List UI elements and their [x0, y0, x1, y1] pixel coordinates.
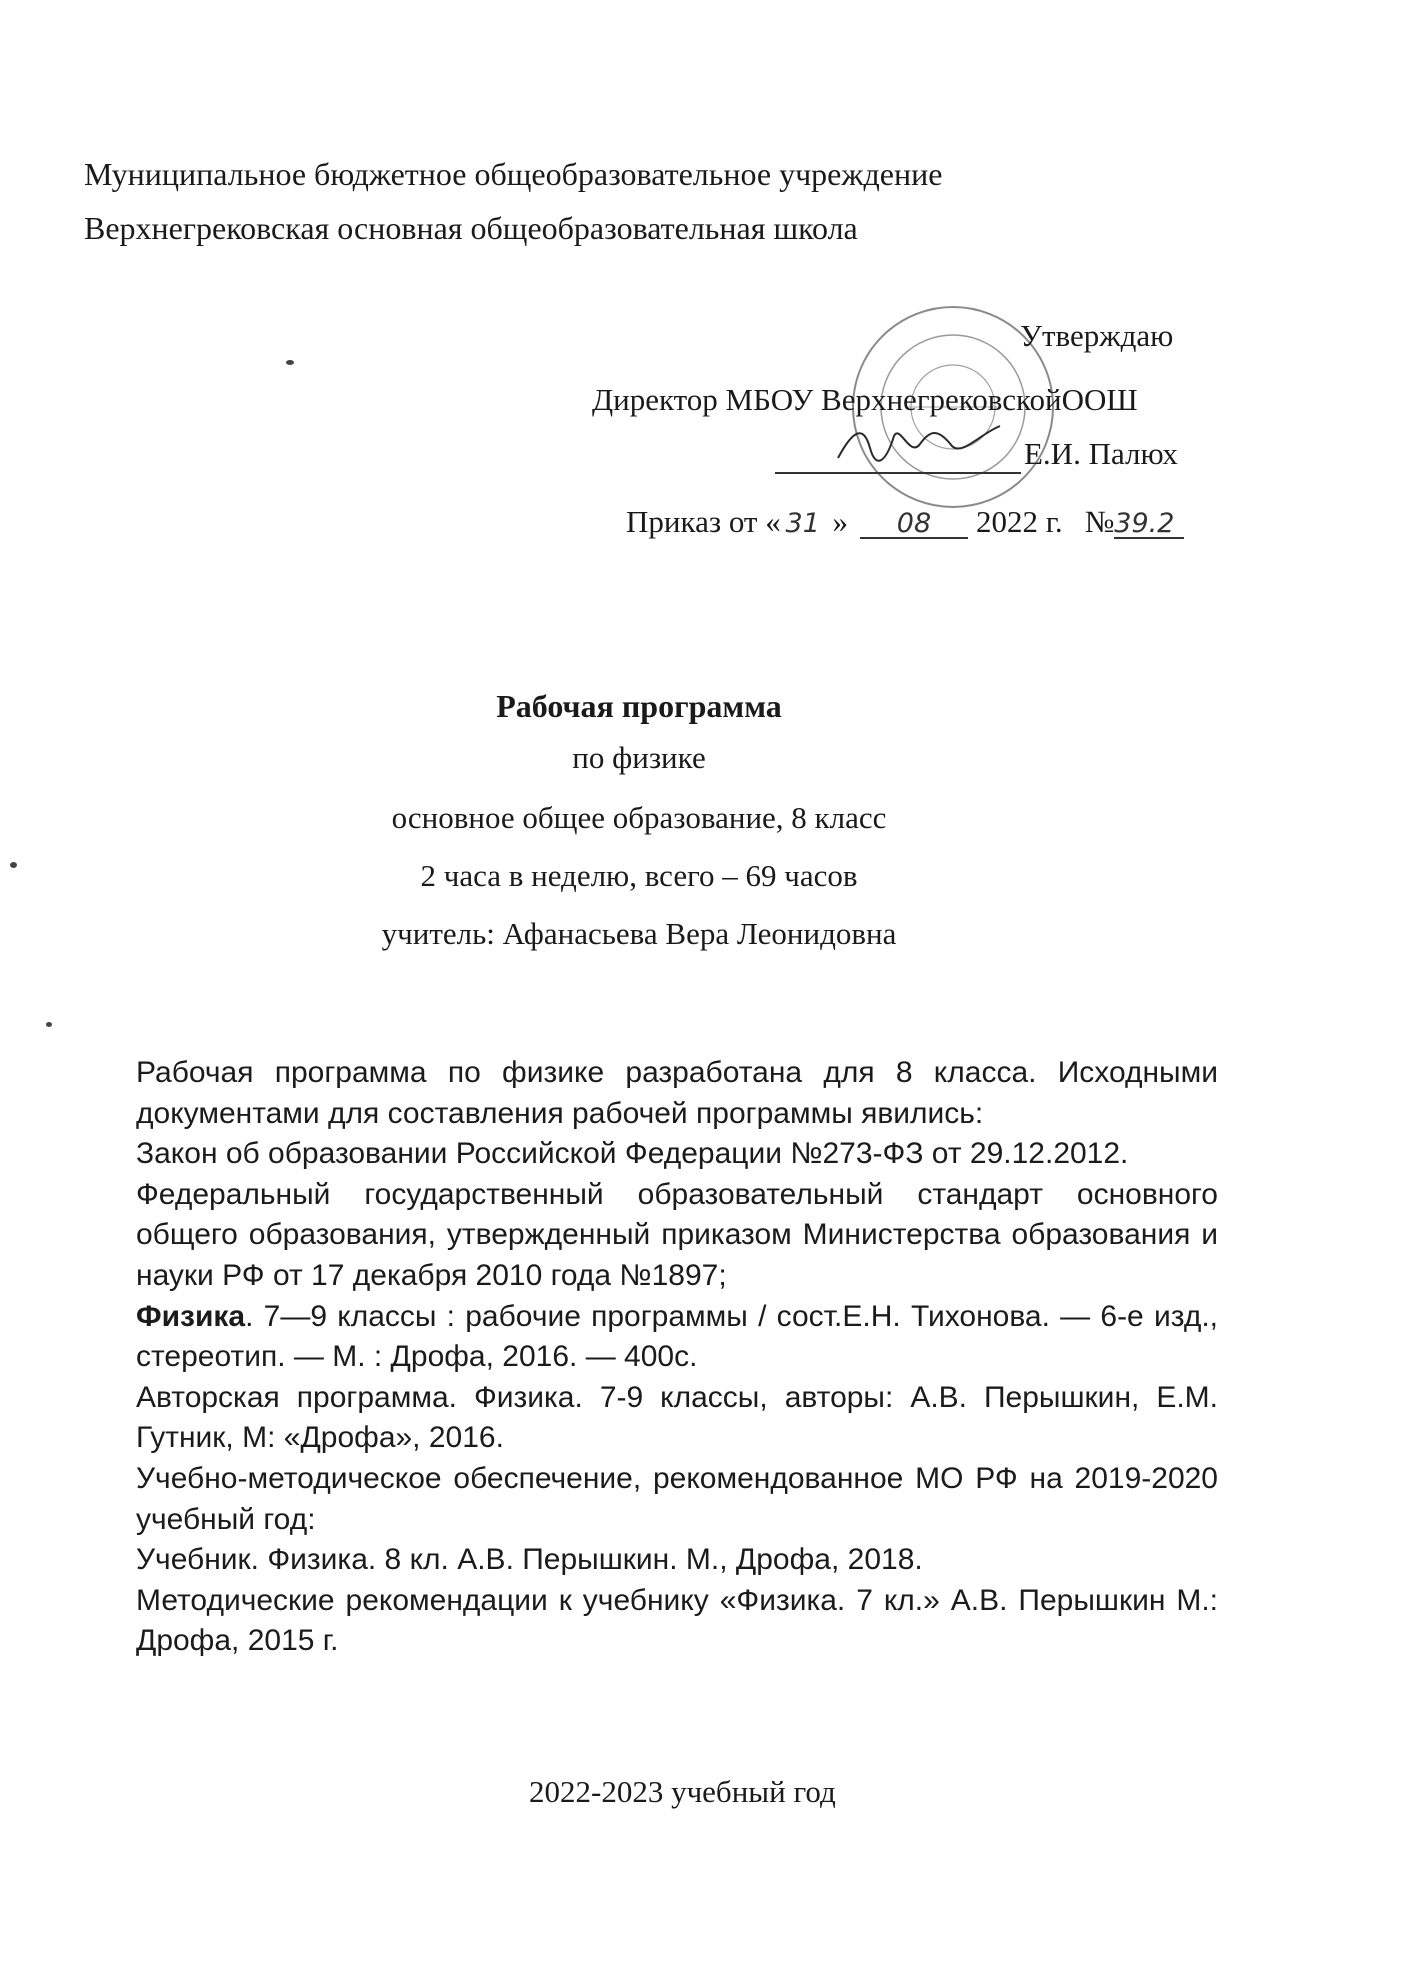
order-mid: » — [824, 504, 848, 539]
academic-year: 2022-2023 учебный год — [529, 1774, 836, 1809]
order-year: 2022 г. — [975, 504, 1063, 539]
order-prefix: Приказ от « — [626, 504, 781, 539]
program-description — [136, 1053, 1218, 1662]
scan-speck — [46, 1022, 52, 1027]
physics-rest: . 7—9 классы : рабочие программы / сост.Е.Н. Тихонова. — 6-е изд., стереотип. — М. : Дрофа, 2016. — 400с. — [136, 1299, 1218, 1374]
order-number-label: № — [1084, 504, 1115, 539]
methodical-support: Учебно-методическое обеспечение, рекомендованное МО РФ на 2019-2020 учебный год: — [136, 1461, 1218, 1536]
textbook-reference: Учебник. Физика. 8 кл. А.В. Перышкин. М., Дрофа, 2018. — [136, 1543, 923, 1577]
institution-line-2: Верхнегрековская основная общеобразовательная школа — [84, 210, 858, 246]
program-title: Рабочая программа — [496, 688, 782, 724]
director-title: Директор МБОУ ВерхнегрековскойООШ — [592, 382, 1138, 417]
director-name: Е.И. Палюх — [1024, 436, 1178, 471]
signature-line — [775, 446, 1021, 474]
approve-label: Утверждаю — [1020, 318, 1174, 353]
order-line — [626, 506, 1184, 539]
program-teacher: учитель: Афанасьева Вера Леонидовна — [381, 916, 897, 951]
recommendations-reference: Методические рекомендации к учебнику «Физика. 7 кл.» А.В. Перышкин М.: Дрофа, 2015 г. — [136, 1583, 1218, 1658]
program-level: основное общее образование, 8 класс — [391, 800, 887, 835]
author-program-reference: Авторская программа. Физика. 7-9 классы, авторы: А.В. Перышкин, Е.М. Гутник, М: «Дрофа», 2016. — [136, 1380, 1218, 1455]
program-hours: 2 часа в неделю, всего – 69 часов — [420, 858, 858, 893]
physics-reference — [136, 1297, 1218, 1378]
scan-speck — [286, 360, 294, 365]
law-reference: Закон об образовании Российской Федерации №273-ФЗ от 29.12.2012. — [136, 1137, 1129, 1171]
institution-line-1: Муниципальное бюджетное общеобразовательное учреждение — [84, 156, 943, 192]
physics-bold: Физика — [136, 1299, 246, 1333]
intro-paragraph: Рабочая программа по физике разработана для 8 класса. Исходными документами для составления рабочей программы явились: — [136, 1056, 1218, 1130]
standard-reference: Федеральный государственный образовательный стандарт основного общего образования, утвержденный приказом Министерства образования и науки РФ от 17 декабря 2010 года №1897; — [136, 1177, 1218, 1292]
order-day: 31 — [785, 508, 820, 539]
order-month: 08 — [860, 510, 968, 539]
order-number: 39.2 — [1114, 510, 1184, 539]
program-subject: по физике — [572, 740, 706, 775]
scan-speck — [10, 862, 17, 868]
